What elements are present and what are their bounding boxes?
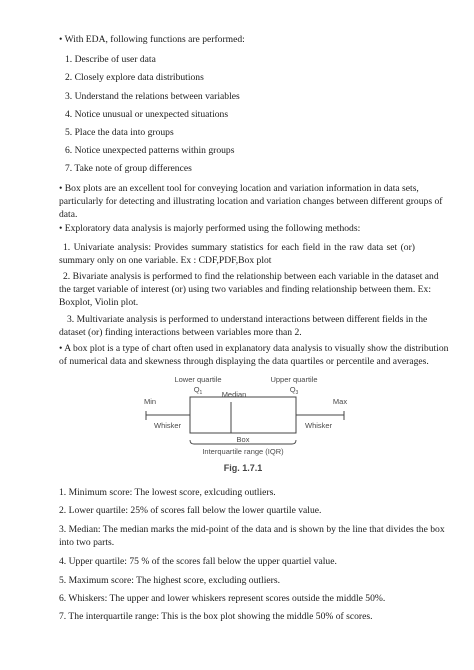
- boxplot-definition: [59, 342, 449, 368]
- text-line: 3. Multivariate analysis is performed to understand interactions between different fields in the: [67, 314, 428, 325]
- multivariate-paragraph: [59, 313, 428, 339]
- text-line: the target variable of interest (or) using two variables and finding relationship between them. Ex:: [59, 284, 432, 295]
- min-label: Min: [143, 397, 157, 406]
- max-label: Max: [332, 397, 348, 406]
- function-item: 2. Closely explore data distributions: [65, 72, 204, 83]
- intro-bullet: • With EDA, following functions are performed:: [59, 34, 245, 45]
- q1-label: $Q_1$: [193, 385, 203, 396]
- box-label: Box: [236, 435, 250, 444]
- figure-caption: Fig. 1.7.1: [223, 463, 263, 473]
- iqr-label: Interquartile range (IQR): [202, 447, 284, 456]
- function-item: 5. Place the data into groups: [65, 127, 174, 138]
- text-line: 2. Bivariate analysis is performed to find the relationship between each variable in the dataset and: [63, 271, 439, 282]
- text-line: data.: [59, 209, 78, 220]
- q3-label: $Q_3$: [289, 385, 299, 396]
- iqr-box: [190, 397, 296, 433]
- definition-item: [59, 523, 445, 549]
- whisker-left-label: Whisker: [154, 421, 182, 430]
- function-item: 4. Notice unusual or unexpected situations: [65, 109, 229, 120]
- text-line: dataset (or) finding interactions between variables more than 2.: [59, 327, 302, 338]
- lower-quartile-label: Lower quartile: [174, 375, 222, 384]
- function-item: 1. Describe of user data: [65, 54, 156, 65]
- text-line: • Box plots are an excellent tool for conveying location and variation information in data sets,: [59, 183, 419, 194]
- definition-item: 2. Lower quartile: 25% of scores fall below the lower quartile value.: [59, 505, 322, 516]
- methods-intro: • Exploratory data analysis is majorly performed using the following methods:: [59, 223, 361, 234]
- upper-quartile-label: Upper quartile: [270, 375, 318, 384]
- function-item: 7. Take note of group differences: [65, 163, 192, 174]
- definition-item: 5. Maximum score: The highest score, excluding outliers.: [59, 575, 280, 586]
- text-line: of numerical data and skewness through displaying the data quartiles or percentile and averages.: [59, 356, 429, 367]
- definition-item: 7. The interquartile range: This is the box plot showing the middle 50% of scores.: [59, 611, 373, 622]
- definition-item: 1. Minimum score: The lowest score, exlcuding outliers.: [59, 487, 276, 498]
- function-item: 6. Notice unexpected patterns within groups: [65, 145, 235, 156]
- whisker-right-label: Whisker: [305, 421, 333, 430]
- text-line: into two parts.: [59, 537, 115, 548]
- text-line: particularly for detecting and illustrating location and variation changes between different groups of: [59, 196, 443, 207]
- definition-item: 6. Whiskers: The upper and lower whiskers represent scores outside the middle 50%.: [59, 593, 386, 604]
- boxplot-paragraph: [59, 182, 443, 221]
- boxplot-figure: [140, 372, 350, 476]
- function-item: 3. Understand the relations between variables: [65, 91, 240, 102]
- bivariate-paragraph: [59, 270, 439, 309]
- univariate-paragraph: [59, 241, 415, 267]
- median-label: Median: [221, 390, 247, 399]
- text-line: 3. Median: The median marks the mid-point of the data and is shown by the line that divides the box: [59, 524, 445, 535]
- text-line: • A box plot is a type of chart often used in explanatory data analysis to visually show the distribution: [59, 343, 449, 354]
- definition-item: 4. Upper quartile: 75 % of the scores fall below the upper quartiel value.: [59, 556, 337, 567]
- text-line: 1. Univariate analysis: Provides summary statistics for each field in the raw data set (or): [63, 242, 415, 253]
- text-line: summary only on one variable. Ex : CDF,PDF,Box plot: [59, 255, 272, 266]
- text-line: Boxplot, Violin plot.: [59, 297, 139, 308]
